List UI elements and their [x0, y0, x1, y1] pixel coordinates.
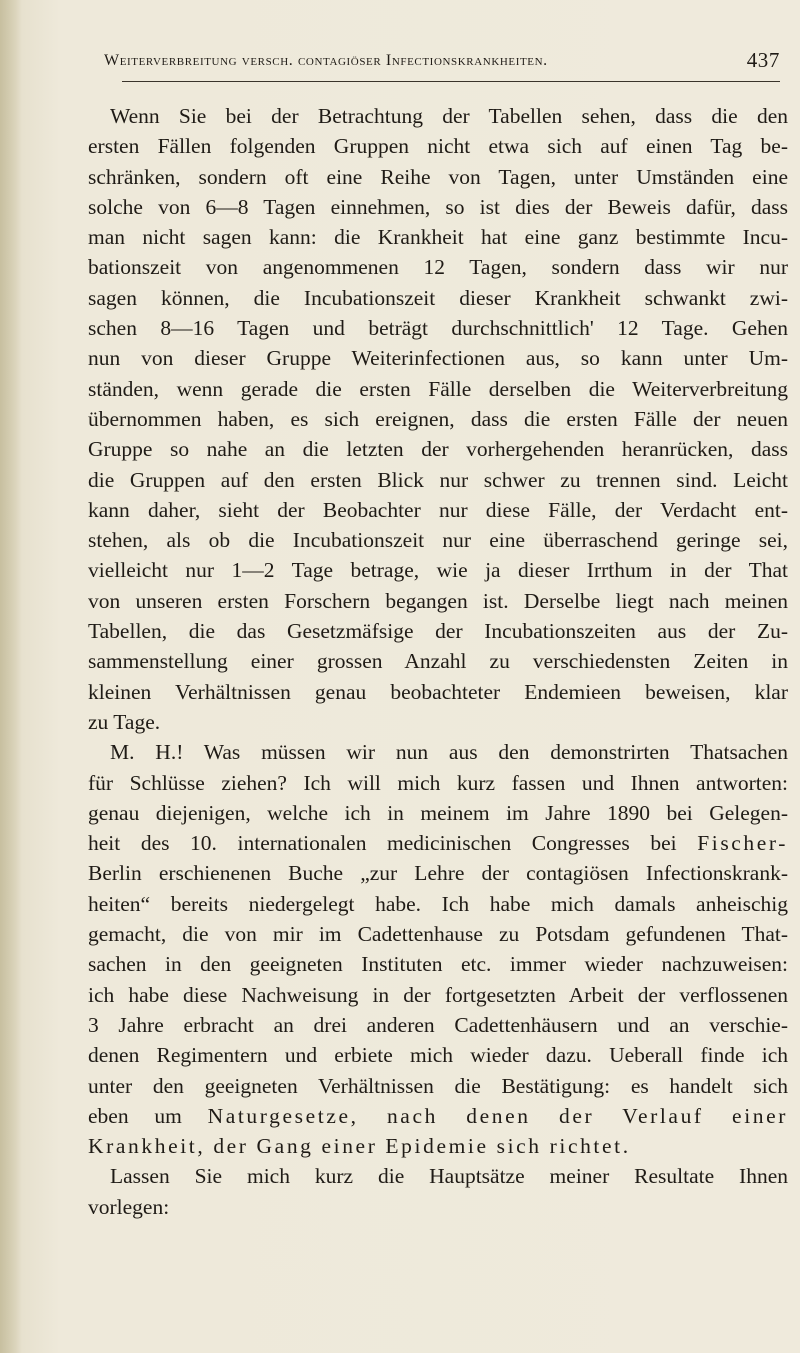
author-name-spaced: Fischer-: [697, 831, 789, 856]
text-run: heit des 10. internationalen medicinischen Congresses bei: [88, 831, 677, 856]
text-line: vorlegen:: [88, 1194, 170, 1219]
text-line: von unseren ersten Forschern begangen ist. Derselbe liegt nach meinen: [88, 588, 788, 613]
text-line: Tabellen, die das Gesetzmäfsige der Incubationszeiten aus der Zu-: [88, 619, 788, 644]
text-line: sammenstellung einer grossen Anzahl zu verschiedensten Zeiten in: [88, 649, 788, 674]
text-run: eben um: [88, 1103, 182, 1128]
text-line: stehen, als ob die Incubationszeit nur eine überraschend geringe sei,: [88, 528, 788, 553]
text-line: Wenn Sie bei der Betrachtung der Tabellen sehen, dass die den: [110, 104, 788, 128]
emphasis-spaced: Krankheit, der Gang einer Epidemie sich richtet.: [88, 1134, 631, 1159]
emphasis-spaced: Naturgesetze, nach denen der Verlauf einer: [207, 1103, 789, 1128]
text-line: Lassen Sie mich kurz die Hauptsätze meiner Resultate Ihnen: [110, 1164, 788, 1189]
header-rule: [122, 81, 780, 82]
text-line: die Gruppen auf den ersten Blick nur schwer zu trennen sind. Leicht: [88, 467, 788, 492]
running-head-title: Weiterverbreitung versch. contagiöser Infectionskrankheiten.: [104, 52, 548, 69]
text-line: M. H.! Was müssen wir nun aus den demonstrirten Thatsachen: [110, 740, 788, 765]
text-line: schränken, sondern oft eine Reihe von Tagen, unter Umständen eine: [88, 164, 788, 189]
text-line: vielleicht nur 1—2 Tage betrage, wie ja dieser Irrthum in der That: [88, 558, 788, 583]
text-line: kleinen Verhältnissen genau beobachteter Endemieen beweisen, klar: [88, 679, 788, 704]
text-line: ich habe diese Nachweisung in der fortgesetzten Arbeit der verflossenen: [88, 982, 788, 1007]
body-text: [88, 101, 788, 1222]
text-line: kann daher, sieht der Beobachter nur diese Fälle, der Verdacht ent-: [88, 497, 788, 522]
text-line: bationszeit von angenommenen 12 Tagen, sondern dass wir nur: [88, 255, 788, 280]
text-line: unter den geeigneten Verhältnissen die Bestätigung: es handelt sich: [88, 1073, 788, 1098]
text-line: solche von 6—8 Tagen einnehmen, so ist dies der Beweis dafür, dass: [88, 194, 788, 219]
text-line: ersten Fällen folgenden Gruppen nicht etwa sich auf einen Tag be-: [88, 134, 788, 159]
text-line: zu Tage.: [88, 709, 161, 734]
text-line: ständen, wenn gerade die ersten Fälle derselben die Weiterverbreitung: [88, 376, 788, 401]
text-line: übernommen haben, es sich ereignen, dass die ersten Fälle der neuen: [88, 406, 788, 431]
text-line: man nicht sagen kann: die Krankheit hat eine ganz bestimmte Incu-: [88, 225, 788, 250]
text-line: sachen in den geeigneten Instituten etc. immer wieder nachzuweisen:: [88, 952, 788, 977]
text-line: Berlin erschienenen Buche „zur Lehre der contagiösen Infectionskrank-: [88, 861, 788, 886]
text-line: [88, 1101, 788, 1131]
text-line: sagen können, die Incubationszeit dieser Krankheit schwankt zwi-: [88, 285, 788, 310]
text-line: gemacht, die von mir im Cadettenhause zu Potsdam gefundenen That-: [88, 922, 788, 947]
text-line: [88, 1131, 788, 1161]
text-line: denen Regimentern und erbiete mich wieder dazu. Ueberall finde ich: [88, 1043, 788, 1068]
text-line: nun von dieser Gruppe Weiterinfectionen aus, so kann unter Um-: [88, 346, 788, 371]
page-number: 437: [746, 48, 780, 72]
page-binding-edge: [0, 0, 22, 1353]
text-line: heiten“ bereits niedergelegt habe. Ich habe mich damals anheischig: [88, 891, 788, 916]
text-line: Gruppe so nahe an die letzten der vorhergehenden heranrücken, dass: [88, 437, 788, 462]
text-line: schen 8—16 Tagen und beträgt durchschnittlich' 12 Tage. Gehen: [88, 316, 788, 341]
text-line: [88, 828, 788, 858]
running-head: [104, 48, 780, 78]
text-line: für Schlüsse ziehen? Ich will mich kurz fassen und Ihnen antworten:: [88, 770, 788, 795]
text-line: genau diejenigen, welche ich in meinem im Jahre 1890 bei Gelegen-: [88, 800, 788, 825]
text-line: 3 Jahre erbracht an drei anderen Cadettenhäusern und an verschie-: [88, 1012, 788, 1037]
